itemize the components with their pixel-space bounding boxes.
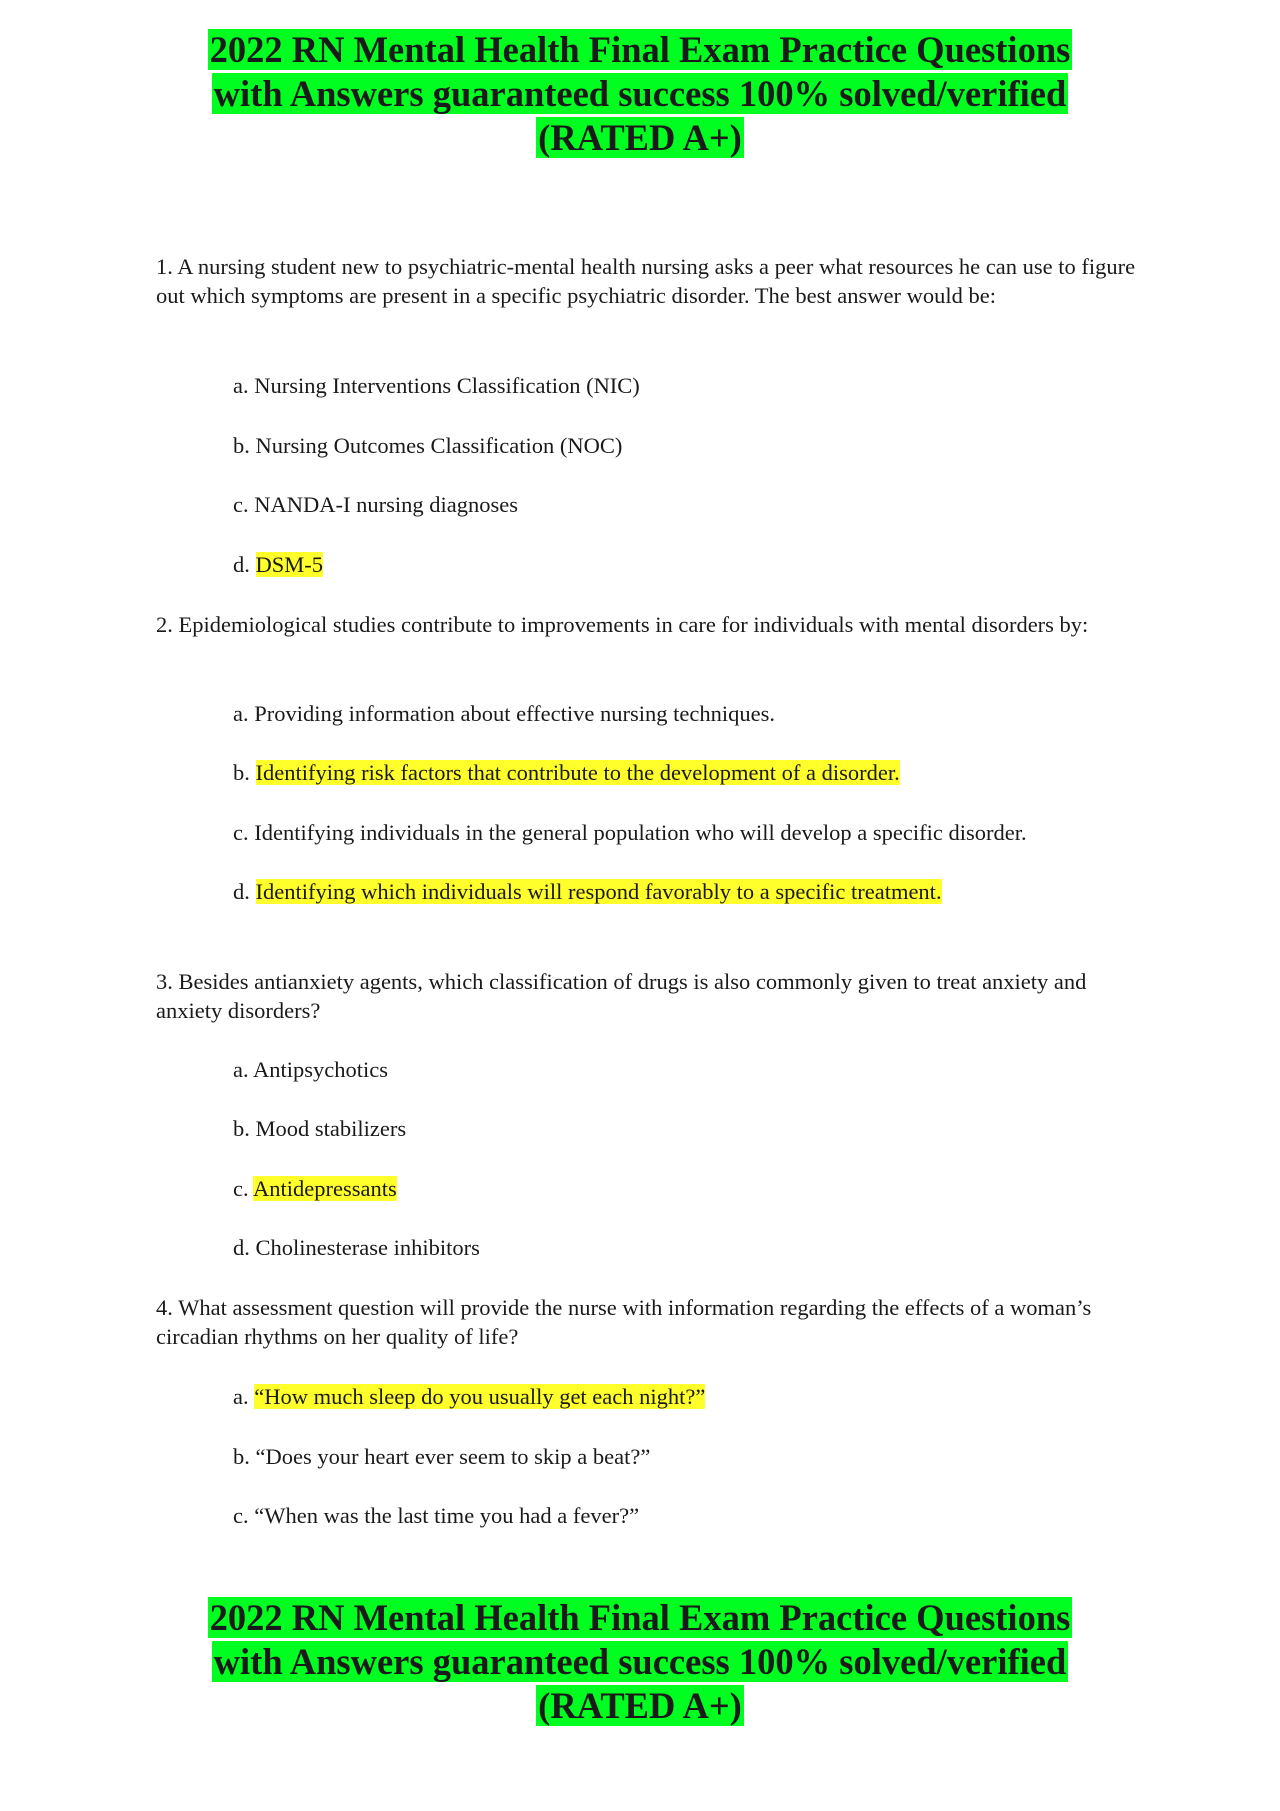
question-4-prompt: 4. What assessment question will provide the nurse with information regarding the effects of a woman’s circadian rhythms on her quality of life? [156,1295,1092,1349]
option-letter: b. [233,433,250,458]
option-letter: c. [233,1503,249,1528]
option-text: Antipsychotics [253,1057,389,1082]
footer-title-line-3: (RATED A+) [538,1685,742,1726]
option-letter: d. [233,879,250,904]
title-line-3: (RATED A+) [538,117,742,158]
question-4-option-b [233,1442,1173,1471]
question-3-option-b [233,1114,1173,1143]
question-3-option-c [233,1174,1173,1203]
option-letter: c. [233,1176,249,1201]
option-letter: b. [233,760,250,785]
question-3-option-a [233,1055,1173,1084]
question-1-prompt: 1. A nursing student new to psychiatric-mental health nursing asks a peer what resources he can use to figure out which symptoms are present in a specific psychiatric disorder. The best answer would be: [156,254,1136,308]
option-letter: a. [233,1384,249,1409]
option-text: NANDA-I nursing diagnoses [254,492,518,517]
question-2-option-a [233,699,1173,728]
option-letter: a. [233,701,249,726]
option-letter: b. [233,1444,250,1469]
document-title [150,28,1130,160]
option-text: Mood stabilizers [255,1116,407,1141]
option-letter: b. [233,1116,250,1141]
highlighted-answer: “How much sleep do you usually get each night?” [254,1384,706,1409]
option-letter: d. [233,1235,250,1260]
question-2-option-d [233,877,1173,906]
option-letter: d. [233,552,250,577]
question-3-option-d [233,1233,1173,1262]
question-4-option-c [233,1501,1173,1530]
highlighted-answer: Identifying which individuals will respond favorably to a specific treatment. [255,879,942,904]
option-letter: a. [233,1057,249,1082]
option-text: Providing information about effective nursing techniques. [254,701,775,726]
option-text: Nursing Interventions Classification (NIC) [254,373,640,398]
title-line-1: 2022 RN Mental Health Final Exam Practice Questions [209,29,1071,70]
question-2-option-b [233,758,1173,787]
question-4-option-a [233,1382,1173,1411]
question-1-option-a [233,371,1173,400]
option-letter: a. [233,373,249,398]
option-text: “When was the last time you had a fever?” [254,1503,640,1528]
highlighted-answer: Antidepressants [253,1176,397,1201]
question-1-option-d [233,550,1173,579]
document-footer-title [150,1596,1130,1728]
title-line-2: with Answers guaranteed success 100% solved/verified [213,73,1067,114]
footer-title-line-1: 2022 RN Mental Health Final Exam Practice Questions [209,1597,1071,1638]
option-letter: c. [233,820,249,845]
option-letter: c. [233,492,249,517]
question-2-prompt: 2. Epidemiological studies contribute to improvements in care for individuals with mental disorders by: [156,612,1089,637]
question-3-prompt: 3. Besides antianxiety agents, which classification of drugs is also commonly given to treat anxiety and anxiety disorders? [156,969,1087,1023]
option-text: Nursing Outcomes Classification (NOC) [255,433,623,458]
option-text: Identifying individuals in the general population who will develop a specific disorder. [254,820,1027,845]
question-1-option-c [233,490,1173,519]
question-2-option-c [233,818,1173,847]
highlighted-answer: Identifying risk factors that contribute to the development of a disorder. [255,760,900,785]
option-text: “Does your heart ever seem to skip a beat?” [255,1444,651,1469]
question-1-option-b [233,431,1173,460]
highlighted-answer: DSM-5 [255,552,324,577]
option-text: Cholinesterase inhibitors [255,1235,480,1260]
footer-title-line-2: with Answers guaranteed success 100% solved/verified [213,1641,1067,1682]
